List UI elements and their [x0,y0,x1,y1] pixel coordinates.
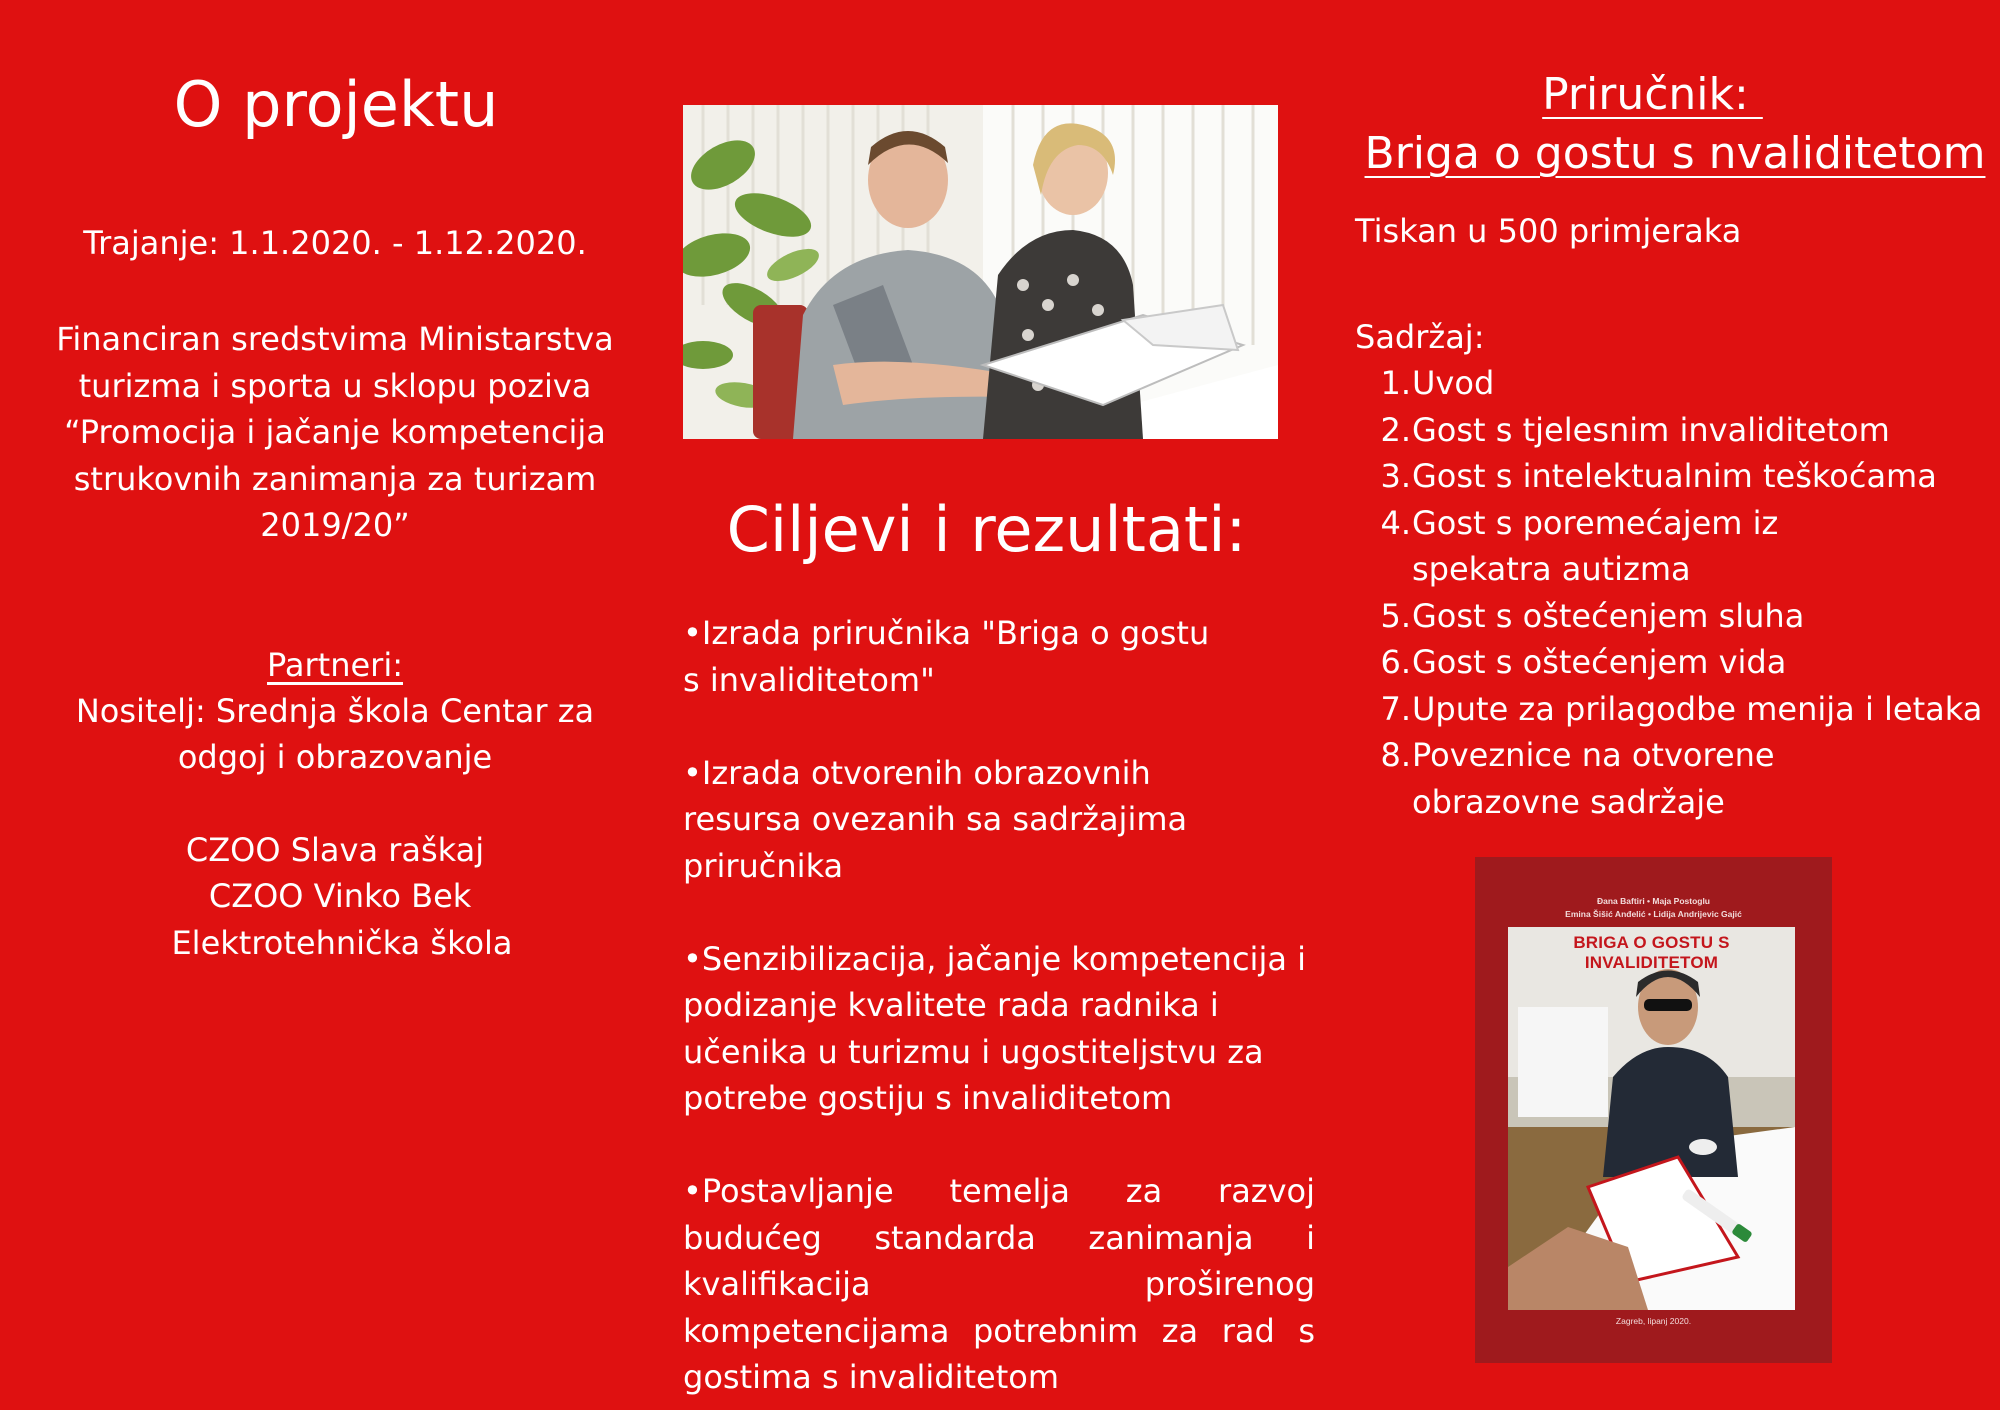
book-place-date: Zagreb, lipanj 2020. [1615,1316,1692,1326]
contents-number: 8. [1380,736,1411,774]
contents-text: Gost s oštećenjem sluha [1412,596,1805,635]
goal-item: •Izrada otvorenih obrazovnih resursa ovezanih sa sadržajima priručnika [683,753,1188,885]
contents-text: Uvod [1412,364,1495,402]
contents-number: 5. [1380,596,1411,635]
about-project-title: O projektu [173,68,499,141]
contents-text: Gost s poremećajem iz spekatra autizma [1412,503,1779,588]
goals-section [683,490,1315,1414]
partner-item: CZOO Vinko Bek [198,877,472,915]
contents-number: 1. [1380,364,1411,402]
funding-line: turizma i sporta u sklopu poziva [78,366,592,405]
book-title: BRIGA O GOSTU S INVALIDITETOM [1573,933,1730,972]
book-authors: Đana Baftiri • Maja Postoglu [1596,896,1711,906]
contents-text: Poveznice na otvorene obrazovne sadržaje [1412,736,1775,821]
partner-item: Elektrotehnička škola [171,923,513,962]
contents-number: 7. [1380,689,1411,728]
handbook-title [1355,65,1995,183]
photo-young-man-and-woman-reading-menu-icon [683,105,1278,439]
partner-item: CZOO Slava raškaj [185,830,485,869]
contents-text: Gost s tjelesnim invaliditetom [1412,410,1890,449]
contents-item [1355,407,1995,454]
funding-text [50,316,620,549]
contents-item [1355,639,1995,686]
holder-line: odgoj i obrazovanje [177,738,493,776]
contents-item [1355,500,1915,593]
contents-heading: Sadržaj: [1355,318,1485,356]
goal-item: •Senzibilizacija, jačanje kompetencija i podizanje kvalitete rada radnika i učenika u turizmu i ugostiteljstvu za potrebe gostiju s invaliditetom [683,939,1306,1117]
goal-item: •Izrada priručnika "Briga o gostu s invaliditetom" [683,614,1210,699]
handbook-title-line: Briga o gostu s nvaliditetom [1364,128,1986,179]
funding-line: strukovnih zanimanja za turizam [73,459,597,498]
contents-item [1355,453,1995,500]
contents-number: 6. [1380,643,1411,681]
handbook-title-line: Priručnik: [1542,69,1763,120]
funding-line: 2019/20” [260,506,410,544]
partner-list [50,827,620,967]
contents-item [1355,593,1995,640]
handbook-section [1355,65,1995,825]
goals-list [683,610,1315,1401]
about-project-section [50,60,620,966]
photo-man-with-sunglasses-writing-icon [1508,927,1795,1310]
goals-title: Ciljevi i rezultati: [726,493,1247,566]
contents-item [1355,732,1935,825]
partners-heading: Partneri: [267,645,403,684]
contents-list [1355,360,1995,825]
project-holder [50,688,620,781]
contents-text: Gost s intelektualnim teškoćama [1412,457,1937,495]
goal-item: •Postavljanje temelja za razvoj budućeg standarda zanimanja i kvalifikacija proširenog kompetencijama potrebnim za rad s gostima s invaliditetom [683,1172,1315,1396]
contents-number: 3. [1380,457,1411,495]
funding-line: “Promocija i jačanje kompetencija [64,413,606,451]
holder-line: Nositelj: Srednja škola Centar za [75,691,595,730]
book-cover [1475,857,1832,1363]
contents-number: 2. [1380,410,1411,449]
book-authors: Emina Šišić Anđelić • Lidija Andrijevic Gajić [1565,909,1742,919]
funding-line: Financiran sredstvima Ministarstva [56,320,614,358]
contents-number: 4. [1380,503,1411,542]
contents-item [1355,686,1995,733]
contents-item [1355,360,1995,407]
contents-text: Gost s oštećenjem vida [1412,643,1787,681]
contents-text: Upute za prilagodbe menija i letaka [1412,689,1983,728]
print-run: Tiskan u 500 primjeraka [1355,212,1742,250]
project-duration: Trajanje: 1.1.2020. - 1.12.2020. [83,224,587,262]
